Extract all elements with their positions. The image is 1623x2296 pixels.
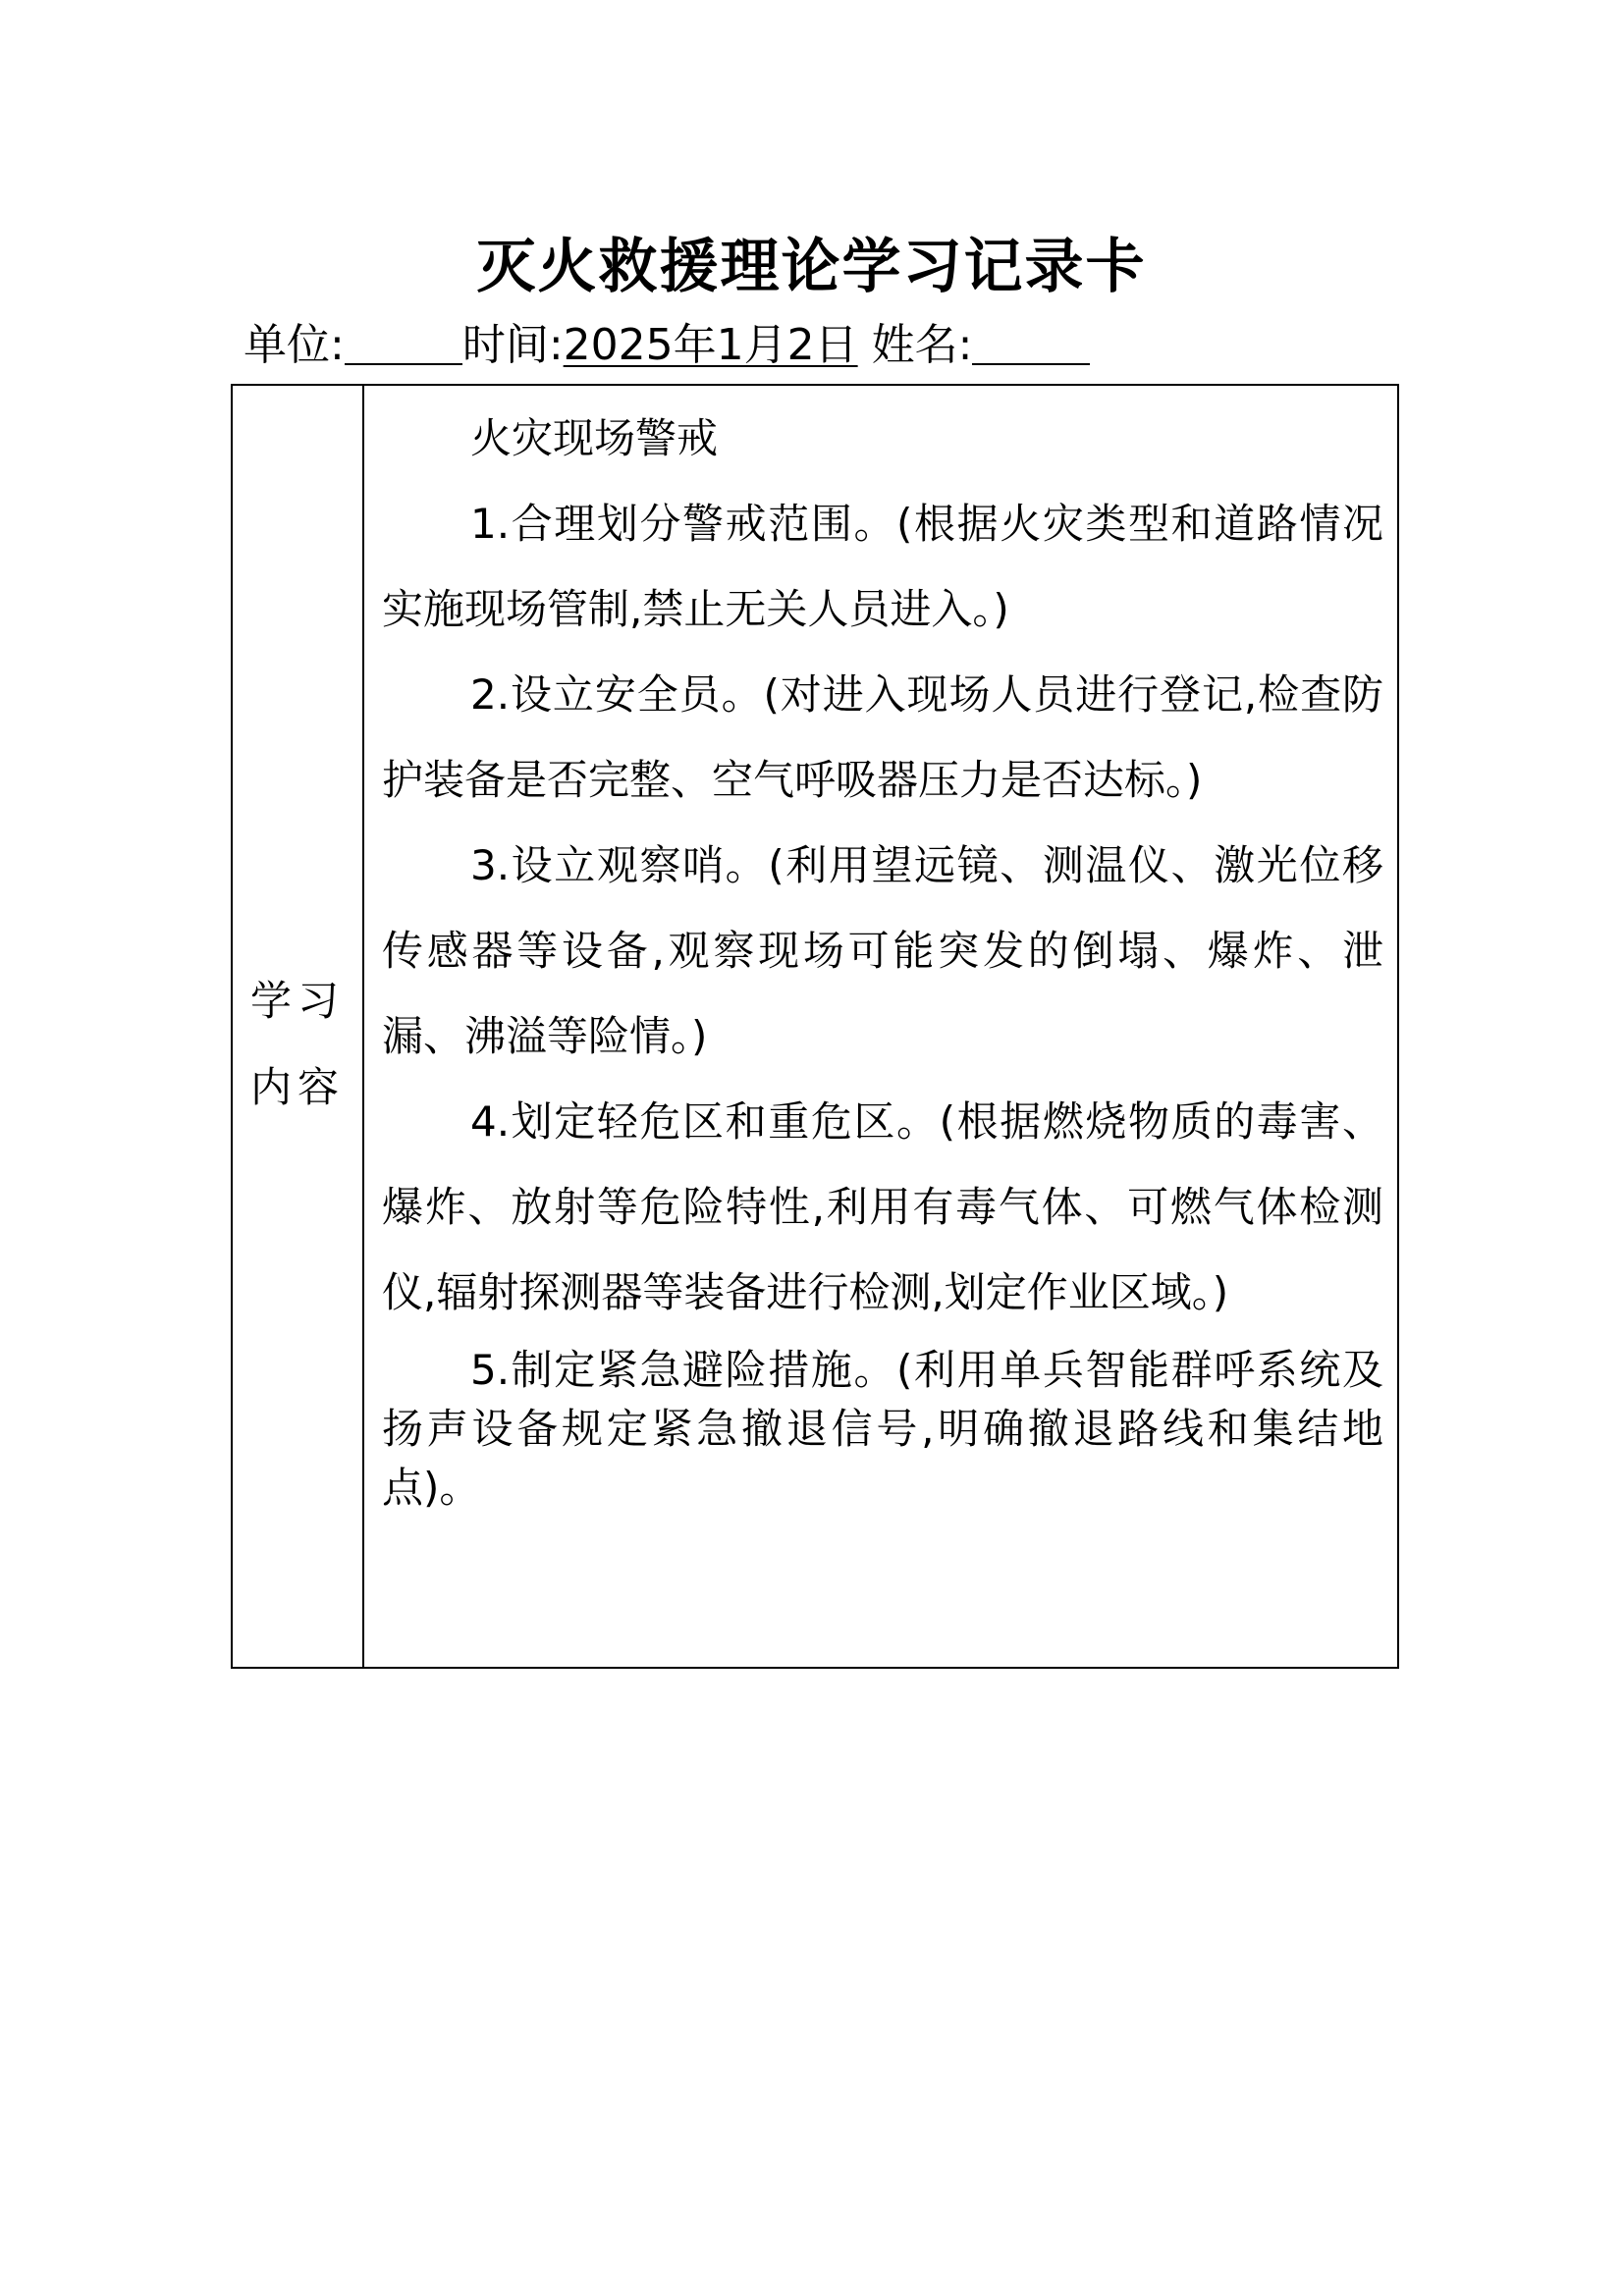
content-item-3: 3.设立观察哨。(利用望远镜、测温仪、激光位移传感器等设备,观察现场可能突发的倒塌、爆炸、泄漏、沸溢等险情。) (382, 841, 1383, 1060)
label-line-1: 学习 (249, 977, 345, 1025)
study-content-label (233, 958, 362, 1131)
content-item-4: 4.划定轻危区和重危区。(根据燃烧物质的毒害、爆炸、放射等危险特性,利用有毒气体、可燃气体检测仪,辐射探测器等装备进行检测,划定作业区域。) (382, 1097, 1383, 1316)
date-value: 2025年1月2日 (563, 320, 858, 370)
content-item-1: 1.合理划分警戒范围。(根据火灾类型和道路情况实施现场管制,禁止无关人员进入。) (382, 500, 1383, 633)
time-label: 时间: (461, 320, 564, 370)
unit-label: 单位: (243, 320, 345, 370)
content-cell (364, 386, 1397, 1667)
unit-blank (345, 316, 462, 365)
document-title: 灭火救援理论学习记录卡 (476, 233, 1147, 301)
label-cell (233, 386, 364, 1667)
name-label: 姓名: (871, 320, 973, 370)
label-line-2: 内容 (249, 1063, 345, 1111)
record-table (231, 384, 1399, 1669)
name-blank (972, 316, 1090, 365)
record-meta-line (243, 316, 1090, 375)
content-item-2: 2.设立安全员。(对进入现场人员进行登记,检查防护装备是否完整、空气呼吸器压力是否达标。) (382, 670, 1383, 804)
content-item-5: 5.制定紧急避险措施。(利用单兵智能群呼系统及扬声设备规定紧急撤退信号,明确撤退路线和集结地点)。 (382, 1346, 1383, 1512)
content-heading: 火灾现场警戒 (470, 414, 719, 462)
